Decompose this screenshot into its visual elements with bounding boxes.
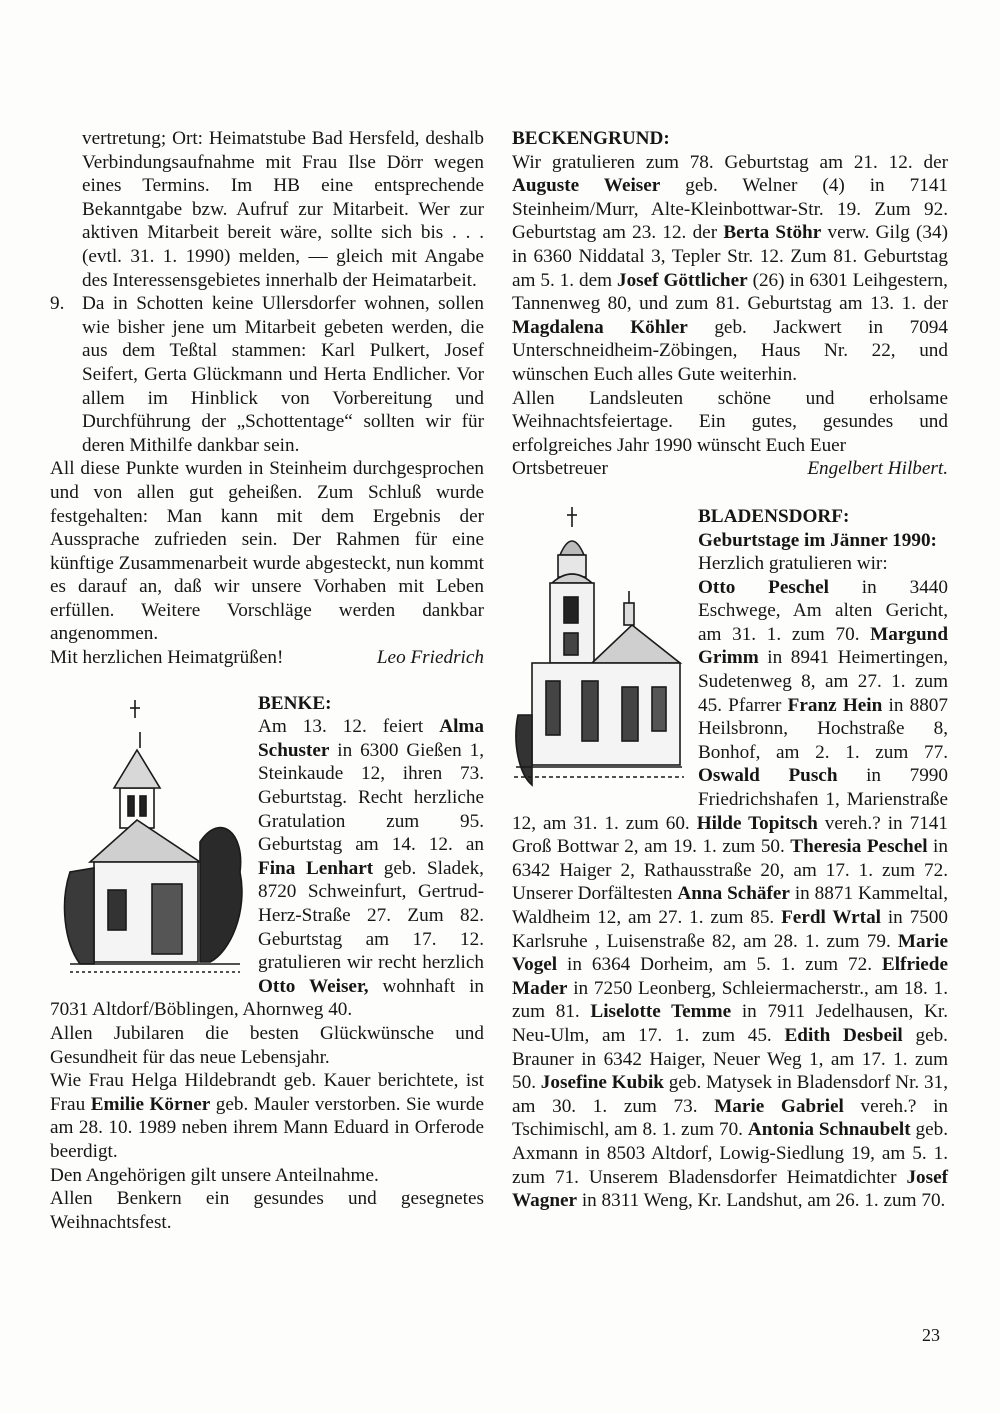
beckengrund-text-b: geb. Welner (4) in 7141 Steinheim/Murr, Alte-Kleinbottwar-Str. 19. Zum 92. Geburtstag am 23. 12. der xyxy=(512,175,949,244)
beckengrund-text-e: geb. Jackwert in 7094 Unterschneidheim-Zöbingen, Haus Nr. 22, und wünschen Euch alles Gute weiterhin. xyxy=(512,316,948,385)
text-5: vereh.? in 7141 Groß Bottwar 2, am 19. 1. zum 50. xyxy=(512,812,948,858)
name-anna-schaefer: Anna Schäfer xyxy=(677,883,790,905)
benke-name-emilie-koerner: Emilie Körner xyxy=(90,1093,211,1115)
text-8: in 7500 Karlsruhe , Luisenstraße 82, am 28. 1. zum 79. xyxy=(512,907,948,952)
text-7: in 8871 Kammeltal, Waldheim 12, am 27. 1. zum 85. xyxy=(512,883,949,928)
name-liselotte-temme: Liselotte Temme xyxy=(590,1001,732,1023)
benke-paragraph-5: Allen Benkern ein gesundes und gesegnetes Weihnachtsfest. xyxy=(50,1188,484,1233)
text-3: in 8807 Heilsbronn, Hochstraße 8, Bonhof, am 2. 1. zum 77. xyxy=(698,694,948,763)
name-franz-hein: Franz Hein xyxy=(787,694,883,716)
greeting-text: Mit herzlichen Heimatgrüßen! xyxy=(50,647,284,669)
left-column xyxy=(50,127,484,1234)
beckengrund-name-magdalena-koehler: Magdalena Köhler xyxy=(512,316,688,338)
bladensdorf-intro: Herzlich gratulieren wir: xyxy=(698,553,888,575)
beckengrund-text-c: verw. Gilg (34) in 6360 Niddatal 3, Tepler Str. 12. Zum 81. Geburtstag am 5. 1. dem xyxy=(512,222,948,291)
text-2: in 8941 Heimertingen, Sudetenweg 8, am 27. 1. zum 45. Pfarrer xyxy=(698,647,948,716)
name-marie-vogel: Marie Vogel xyxy=(512,930,948,976)
text-15: geb. Axmann in 8503 Altdorf, Lowig-Siedlung 19, am 5. 1. zum 71. Unserem Bladensdorfer Heimatdichter xyxy=(512,1119,948,1188)
name-ferdl-wrtal: Ferdl Wrtal xyxy=(781,907,881,928)
beckengrund-text-a: Wir gratulieren zum 78. Geburtstag am 21. 12. der xyxy=(512,151,948,173)
benke-p1-text-b: in 6300 Gießen 1, Steinkaude 12, ihren 73. Geburtstag. Recht herzliche Gratulation zum 95. Geburtstag am 14. 12. an xyxy=(258,739,484,856)
beckengrund-paragraph-1 xyxy=(512,151,948,387)
name-otto-peschel: Otto Peschel xyxy=(698,576,829,598)
name-edith-desbeil: Edith Desbeil xyxy=(784,1024,903,1046)
beckengrund-sig-name: Engelbert Hilbert. xyxy=(807,458,948,480)
benke-paragraph-2: Allen Jubilaren die besten Glückwünsche und Gesundheit für das neue Lebensjahr. xyxy=(50,1022,484,1068)
name-margund-grimm: Margund Grimm xyxy=(698,623,948,669)
benke-p1-text-c: geb. Sladek, 8720 Schweinfurt, Gertrud-Herz-Straße 27. Zum 82. Geburtstag am 17. 12. gratulieren wir recht herzlich xyxy=(258,857,484,974)
benke-p3-text-a: Wie Frau Helga Hildebrandt geb. Kauer berichtete, ist Frau xyxy=(50,1070,484,1115)
bladensdorf-section xyxy=(512,505,948,1213)
name-hilde-topitsch: Hilde Topitsch xyxy=(696,812,818,834)
text-12: geb. Brauner in 6342 Haiger, Neuer Weg 1, am 17. 1. zum 50. xyxy=(512,1024,948,1094)
text-16: in 8311 Weng, Kr. Landshut, am 26. 1. zum 70. xyxy=(577,1190,946,1212)
text-6: in 6342 Haiger 2, Rathausstraße 20, am 17. 1. zum 72. Unserer Dorfältesten xyxy=(512,836,948,905)
name-elfriede-mader: Elfriede Mader xyxy=(512,954,948,999)
church-illustration xyxy=(512,505,686,789)
chapel-illustration xyxy=(50,692,248,984)
greeting-signature: Leo Friedrich xyxy=(376,647,484,669)
right-column xyxy=(512,127,948,1213)
beckengrund-paragraph-2: Allen Landsleuten schöne und erholsame Weihnachtsfeiertage. Ein gutes, gesundes und erfolgreiches Jahr 1990 wünscht Euch Euer xyxy=(512,387,948,456)
bladensdorf-subheading: Geburtstage im Jänner 1990: xyxy=(698,529,937,551)
name-theresia-peschel: Theresia Peschel xyxy=(790,836,928,858)
name-marie-gabriel: Marie Gabriel xyxy=(714,1095,844,1117)
text-10: in 7250 Leonberg, Schleiermacherstr., am 18. 1. zum 81. xyxy=(512,977,948,1023)
benke-paragraph-4: Den Angehörigen gilt unsere Anteilnahme. xyxy=(50,1164,379,1186)
text-1: in 3440 Eschwege, Am alten Gericht, am 31. 1. zum 70. xyxy=(698,576,948,645)
benke-name-otto-weiser: Otto Weiser, xyxy=(258,975,369,997)
beckengrund-name-berta-stoehr: Berta Stöhr xyxy=(723,222,822,244)
item-9-number: 9. xyxy=(50,293,65,315)
benke-p3-text-b: geb. Mauler verstorben. Sie wurde am 28. 10. 1989 neben ihrem Mann Eduard in Orferode beerdigt. xyxy=(50,1093,484,1162)
text-4: in 7990 Friedrichshafen 1, Marienstraße 12, am 31. 1. zum 60. xyxy=(512,765,948,834)
closing-paragraph: All diese Punkte wurden in Steinheim durchgesprochen und von allen gut geheißen. Zum Schluß wurde festgehalten: Man kann mit dem Ergebnis der Aussprache zufrieden sein. Der Rahmen für eine künftige Zusammenarbeit wurde abgesteckt, nun kommt es darauf an, daß wir unsere Vorhaben mit Leben erfüllen. Weitere Vorschläge werden dankbar angenommen. xyxy=(50,458,484,645)
benke-p1-text-d: wohnhaft in 7031 Altdorf/Böblingen, Ahornweg 40. xyxy=(50,975,484,1021)
benke-paragraph-3 xyxy=(50,1069,484,1163)
benke-section xyxy=(50,692,484,1235)
name-oswald-pusch: Oswald Pusch xyxy=(698,765,838,787)
benke-heading: BENKE: xyxy=(258,692,332,714)
intro-paragraph: vertretung; Ort: Heimatstube Bad Hersfeld, deshalb Verbindungsaufnahme mit Frau Ilse Dörr wegen eines Termins. Im HB eine entsprechende Bekanntgabe bzw. Aufruf zur Mitarbeit. Wer zur aktiven Mitarbeit bereit wäre, sollte sich bis . . . (evtl. 31. 1. 1990) melden, — gleich mit Angabe des Interessensgebietes innerhalb der Heimatarbeit. xyxy=(82,128,484,291)
item-9 xyxy=(50,292,484,457)
text-14: vereh.? in Tschimischl, am 8. 1. zum 70. xyxy=(512,1095,948,1141)
benke-name-alma-schuster: Alma Schuster xyxy=(258,716,484,761)
greeting-line xyxy=(50,646,484,670)
beckengrund-signature-line xyxy=(512,457,948,481)
beckengrund-name-auguste-weiser: Auguste Weiser xyxy=(512,175,661,197)
text-13: geb. Matysek in Bladensdorf Nr. 31, am 30. 1. zum 73. xyxy=(512,1072,949,1117)
name-antonia-schnaubelt: Antonia Schnaubelt xyxy=(747,1119,911,1141)
name-josefine-kubik: Josefine Kubik xyxy=(540,1072,664,1094)
beckengrund-text-d: (26) in 6301 Leihgestern, Tannenweg 80, und zum 81. Geburtstag am 13. 1. der xyxy=(512,269,948,315)
benke-p1-text-a: Am 13. 12. feiert xyxy=(258,716,440,738)
text-11: in 7911 Jedelhausen, Kr. Neu-Ulm, am 17. 1. zum 45. xyxy=(512,1001,948,1046)
page-number: 23 xyxy=(922,1325,940,1345)
bladensdorf-heading: BLADENSDORF: xyxy=(698,505,850,527)
benke-name-fina-lenhart: Fina Lenhart xyxy=(258,857,374,879)
item-9-text: Da in Schotten keine Ullersdorfer wohnen, sollen wie bisher jene um Mitarbeit gebeten werden, die aus dem Teßtal stammen: Karl Pulkert, Josef Seifert, Gerta Glückmann und Herta Endlicher. Vor allem im Hinblick von Vorbereitung und Durchführung der „Schottentage“ sollten wir für deren Mithilfe dankbar sein. xyxy=(82,293,484,456)
beckengrund-sig-role: Ortsbetreuer xyxy=(512,458,608,480)
beckengrund-name-josef-goettlicher: Josef Göttlicher xyxy=(616,269,748,291)
text-9: in 6364 Dorheim, am 5. 1. zum 72. xyxy=(557,954,882,976)
beckengrund-heading: BECKENGRUND: xyxy=(512,128,670,149)
beckengrund-section xyxy=(512,127,948,481)
name-josef-wagner: Josef Wagner xyxy=(512,1166,948,1212)
